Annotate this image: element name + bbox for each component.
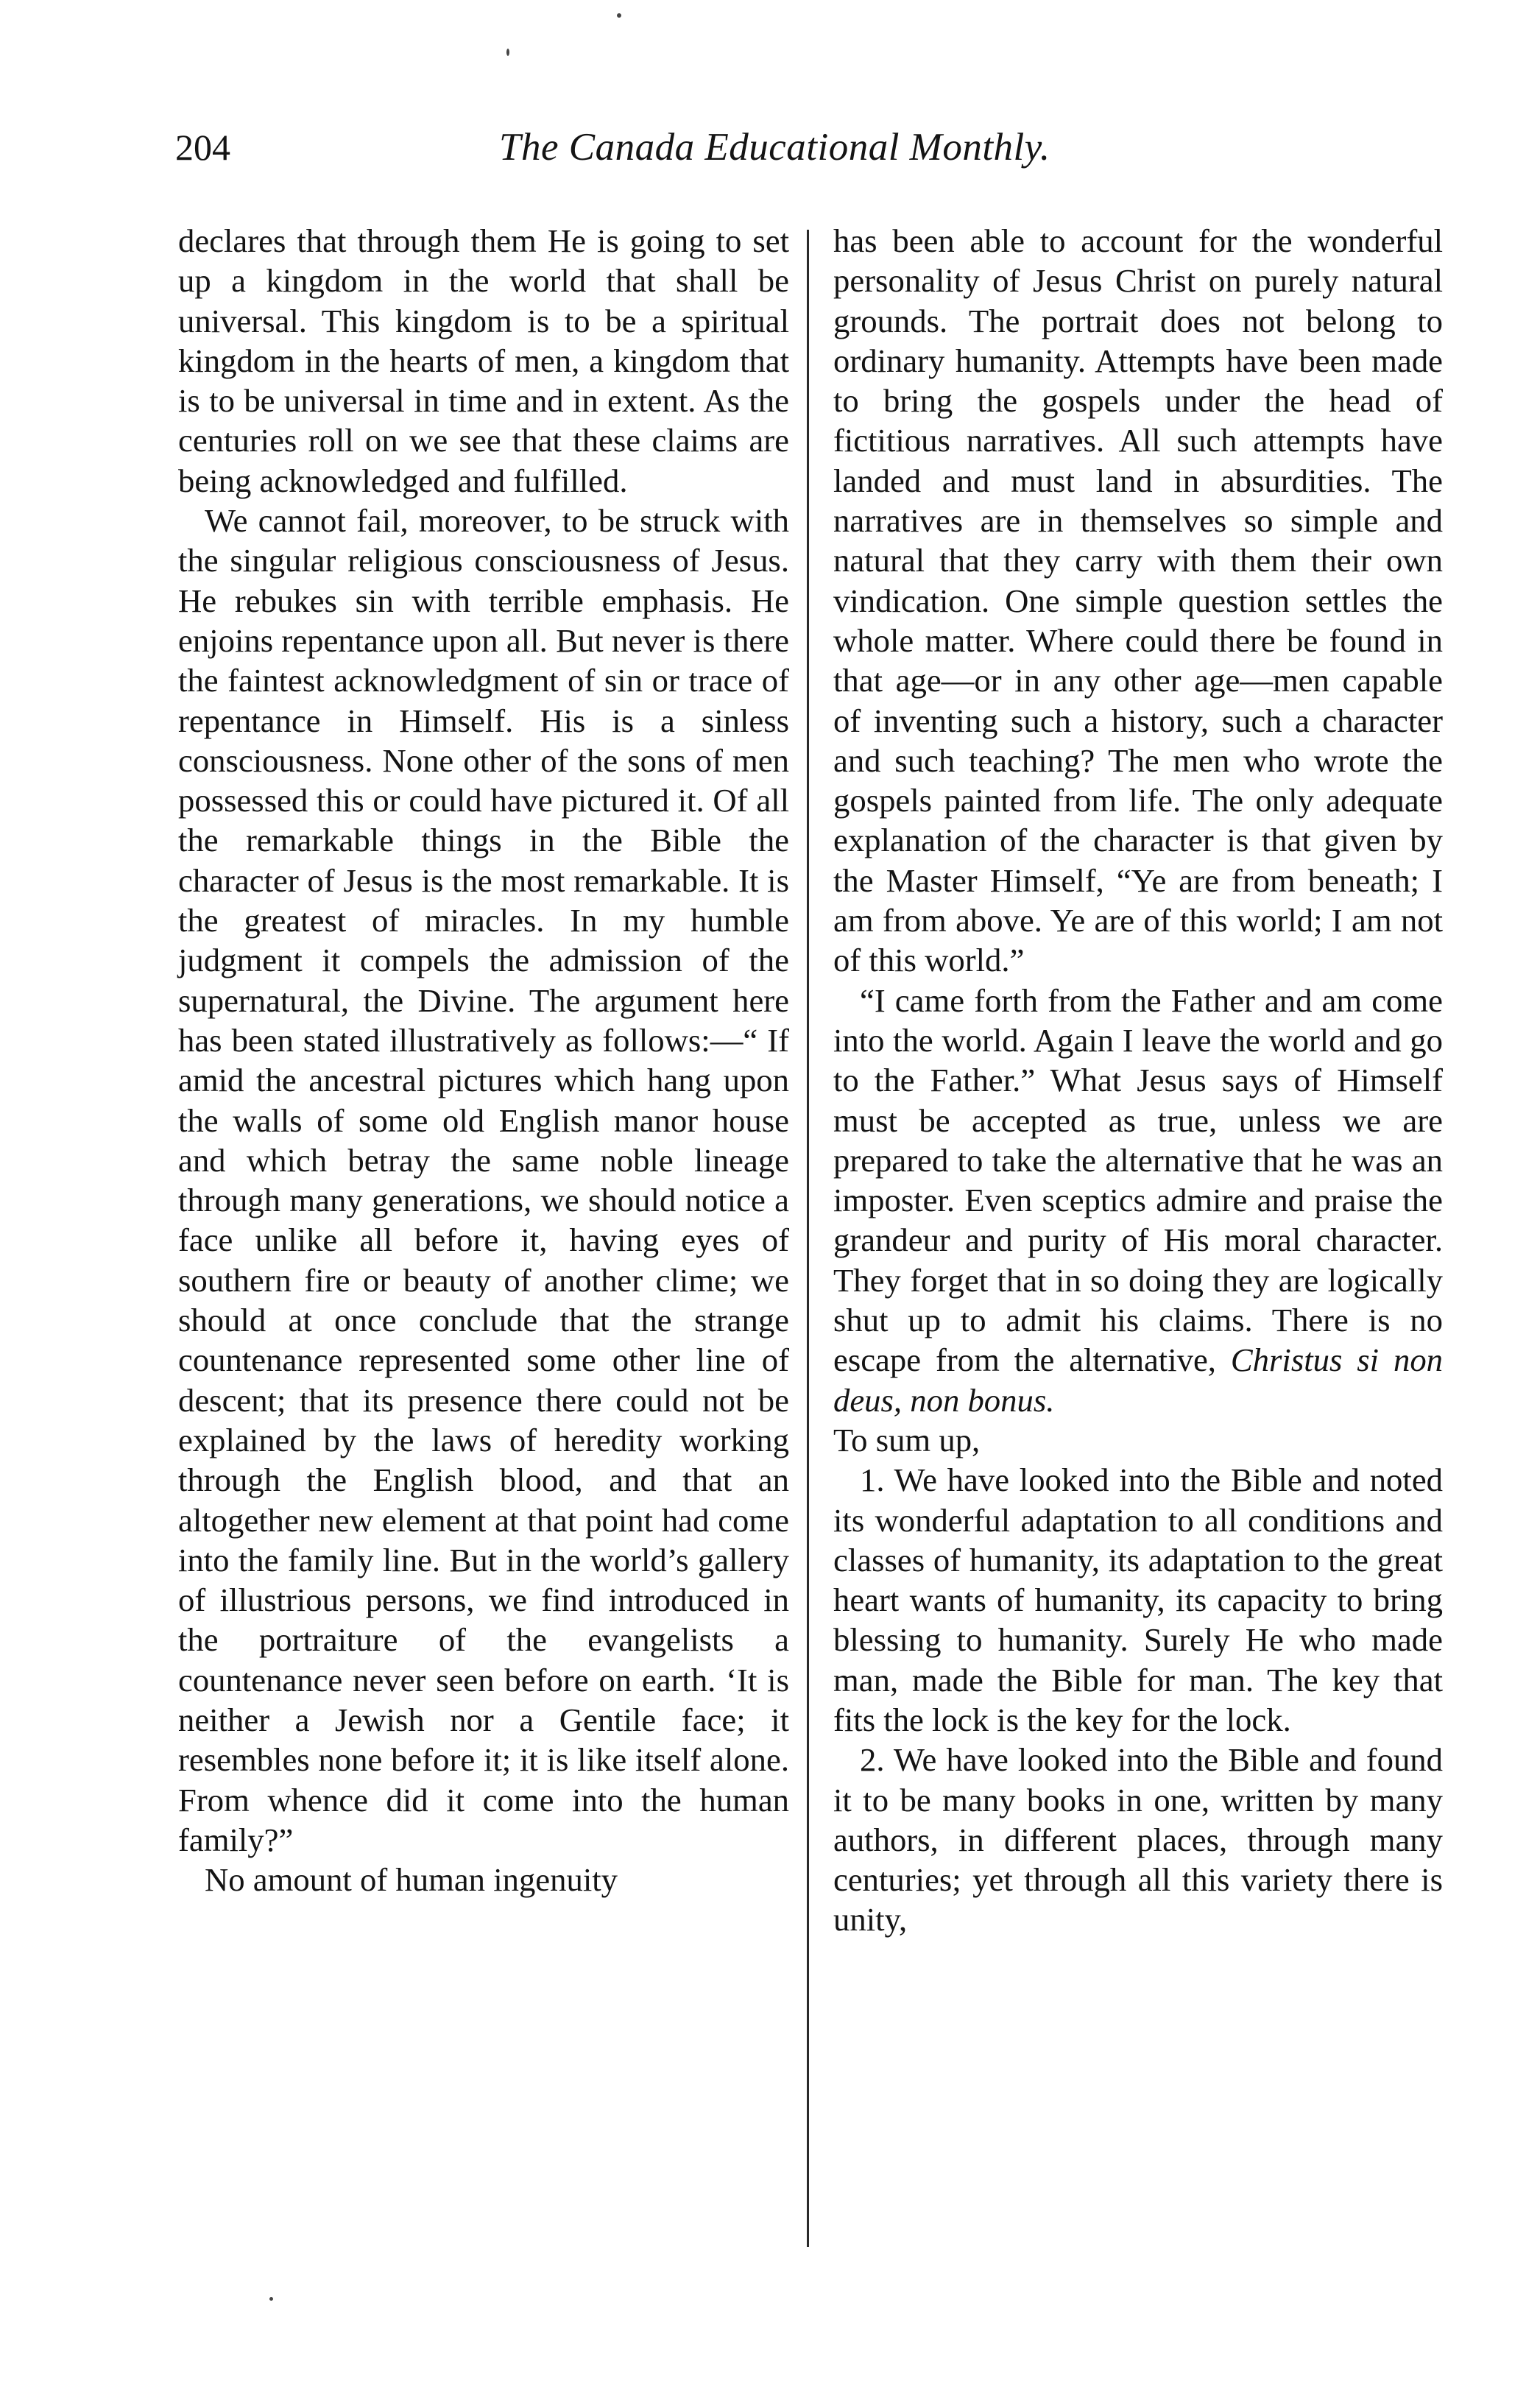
right-paragraph-3: 1. We have looked into the Bible and noted its wonderful adaptation to all conditions and classes of humanity, its adaptation to the great heart wants of humanity, its capacity to bring blessing to humanity. Surely He who made man, made the Bible for man. The key that fits the lock is the key for the lock.: [833, 1461, 1443, 1738]
sum-up-text: To sum up,: [833, 1421, 981, 1458]
column-divider: [807, 230, 809, 2247]
scan-speck: [269, 2297, 273, 2301]
left-paragraph-3: No amount of human ingenuity: [205, 1861, 618, 1899]
page-header: [175, 118, 1471, 184]
right-paragraph-2: [833, 981, 1443, 1461]
right-paragraph-4: 2. We have looked into the Bible and found it to be many books in one, written by many authors, in different places, through many centuries; yet through all this variety there is unity,: [833, 1741, 1443, 1938]
left-column: [178, 221, 789, 1899]
running-title: The Canada Educational Monthly.: [499, 126, 1050, 169]
scan-speck: [506, 49, 509, 56]
left-paragraph-1: declares that through them He is going to set up a kingdom in the world that shall be universal. This kingdom is to be a spiritual kingdom in the hearts of men, a kingdom that is to be universal in time and in extent. As the centuries roll on we see that these claims are being acknowledged and fulfilled.: [178, 222, 789, 499]
scan-speck: [617, 13, 621, 18]
right-paragraph-2-text: “I came forth from the Father and am come into the world. Again I leave the world and go to the Father.” What Jesus says of Himself must be accepted as true, unless we are prepared to take the alternative that he was an imposter. Even sceptics admire and praise the grandeur and purity of His moral character. They forget that in so doing they are logically shut up to admit his claims. There is no escape from the alternative,: [833, 981, 1443, 1379]
right-column: [833, 221, 1443, 1940]
latin-phrase: Christus si non deus, non bonus.: [833, 1341, 1444, 1419]
left-paragraph-2: We cannot fail, moreover, to be struck with the singular religious consciousness of Jesus. He rebukes sin with terrible emphasis. He enjoins repentance upon all. But never is there the faintest acknowledgment of sin or trace of repentance in Himself. His is a sinless consciousness. None other of the sons of men possessed this or could have pictured it. Of all the remarkable things in the Bible the character of Jesus is the most remarkable. It is the greatest of miracles. In my humble judgment it compels the admission of the supernatural, the Divine. The argument here has been stated illustratively as follows:—“ If amid the ancestral pictures which hang upon the walls of some old English manor house and which betray the same noble lineage through many generations, we should notice a face unlike all before it, having eyes of southern fire or beauty of another clime; we should at once conclude that the strange countenance represented some other line of descent; that its presence there could not be explained by the laws of heredity working through the English blood, and that an altogether new element at that point had come into the family line. But in the world’s gallery of illustrious persons, we find introduced in the portraiture of the evangelists a countenance never seen before on earth. ‘It is neither a Jewish nor a Gentile face; it resembles none before it; it is like itself alone. From whence did it come into the human family?”: [178, 502, 789, 1858]
page-number: 204: [175, 127, 230, 168]
right-paragraph-1: has been able to account for the wonderful personality of Jesus Christ on purely natural grounds. The portrait does not belong to ordinary humanity. Attempts have been made to bring the gospels under the head of fictitious narratives. All such attempts have landed and must land in absurdities. The narratives are in themselves so simple and natural that they carry with them their own vindication. One simple question settles the whole matter. Where could there be found in that age—or in any other age—men capable of inventing such a history, such a character and such teaching? The men who wrote the gospels painted from life. The only adequate explanation of the character is that given by the Master Himself, “Ye are from beneath; I am from above. Ye are of this world; I am not of this world.”: [833, 222, 1443, 979]
